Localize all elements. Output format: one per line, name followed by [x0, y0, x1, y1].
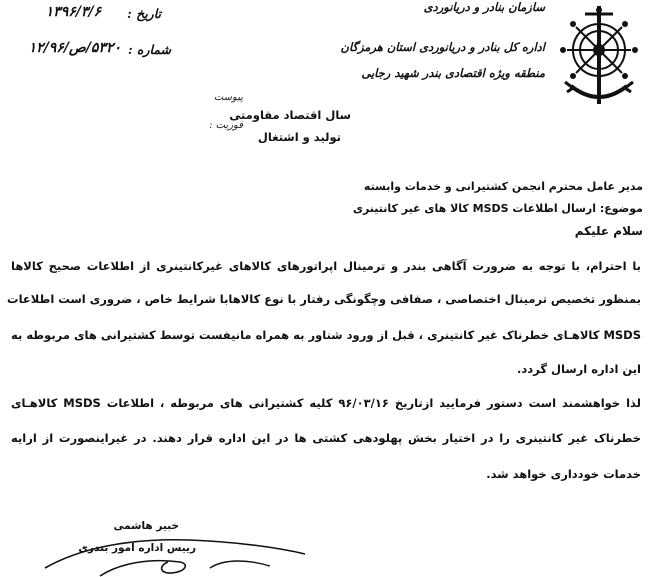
motto-line-2: تولید و اشتغال — [257, 130, 341, 144]
number-value: ۵۳۲۰/ص/۱۲/۹۶ — [28, 40, 121, 56]
handwritten-signature — [40, 518, 310, 577]
paragraph-2-line: خطرناک غیر کانتینری را در اختیار بخش پهلودهی کشتی ها در این اداره قرار دهند. در غیراینصورت از ارایه — [11, 431, 641, 445]
date-label: تاریخ : — [127, 6, 161, 21]
paragraph-1-line: MSDS کالاهـای خطرناک غیر کانتینری ، قبل از ورود شناور به همراه مانیفست توسط کشتیرانی های مربوطه به — [11, 328, 641, 342]
paragraph-2-line: لذا خواهشمند است دستور فرمایید ازتاریخ ۹۶/۰۳/۱۶ کلیه کشتیرانی های مربوطه ، اطلاعات MSDS کالاهـای — [11, 396, 642, 410]
paragraph-1-line: این اداره ارسال گردد. — [517, 362, 641, 376]
greeting-line: سلام علیکم — [574, 224, 643, 238]
recipient-line: مدیر عامل محترم انجمن کشتیرانی و خدمات وابسته — [363, 180, 643, 193]
priority-label: فوریت : — [209, 120, 243, 131]
org-line-1: سازمان بنادر و دریانوردی — [423, 0, 545, 14]
org-line-3: منطقه ویژه اقتصادی بندر شهید رجایی — [361, 66, 545, 80]
paragraph-1-line: با احترام، با توجه به ضرورت آگاهی بندر و ترمینال اپراتورهای کالاهای غیرکانتینری از اطلاعات صحیح کالاها — [11, 259, 641, 273]
signatory-name: خبیر هاشمی — [113, 520, 179, 532]
paragraph-2-line: خدمات خودداری خواهد شد. — [486, 467, 641, 481]
ship-wheel-anchor-icon — [555, 4, 643, 108]
subject-line: موضوع: ارسال اطلاعات MSDS کالا های غیر کانتینری — [352, 202, 643, 215]
attachment-label: پیوست — [213, 92, 243, 103]
motto-line-1: سال اقتصاد مقاومتی — [229, 108, 351, 122]
number-label: شماره : — [127, 42, 171, 57]
paragraph-1-line: بمنظور تخصیص ترمینال اختصاصی ، صفافی وچگونگی رفتار با نوع کالاهابا شرایط خاص ، ضروری است اطلاعات — [7, 292, 641, 306]
date-value: ۱۳۹۶/۳/۶ — [45, 4, 101, 20]
org-line-2: اداره کل بنادر و دریانوردی استان هرمزگان — [340, 40, 545, 54]
signatory-title: رییس اداره امور بندری — [78, 542, 196, 554]
